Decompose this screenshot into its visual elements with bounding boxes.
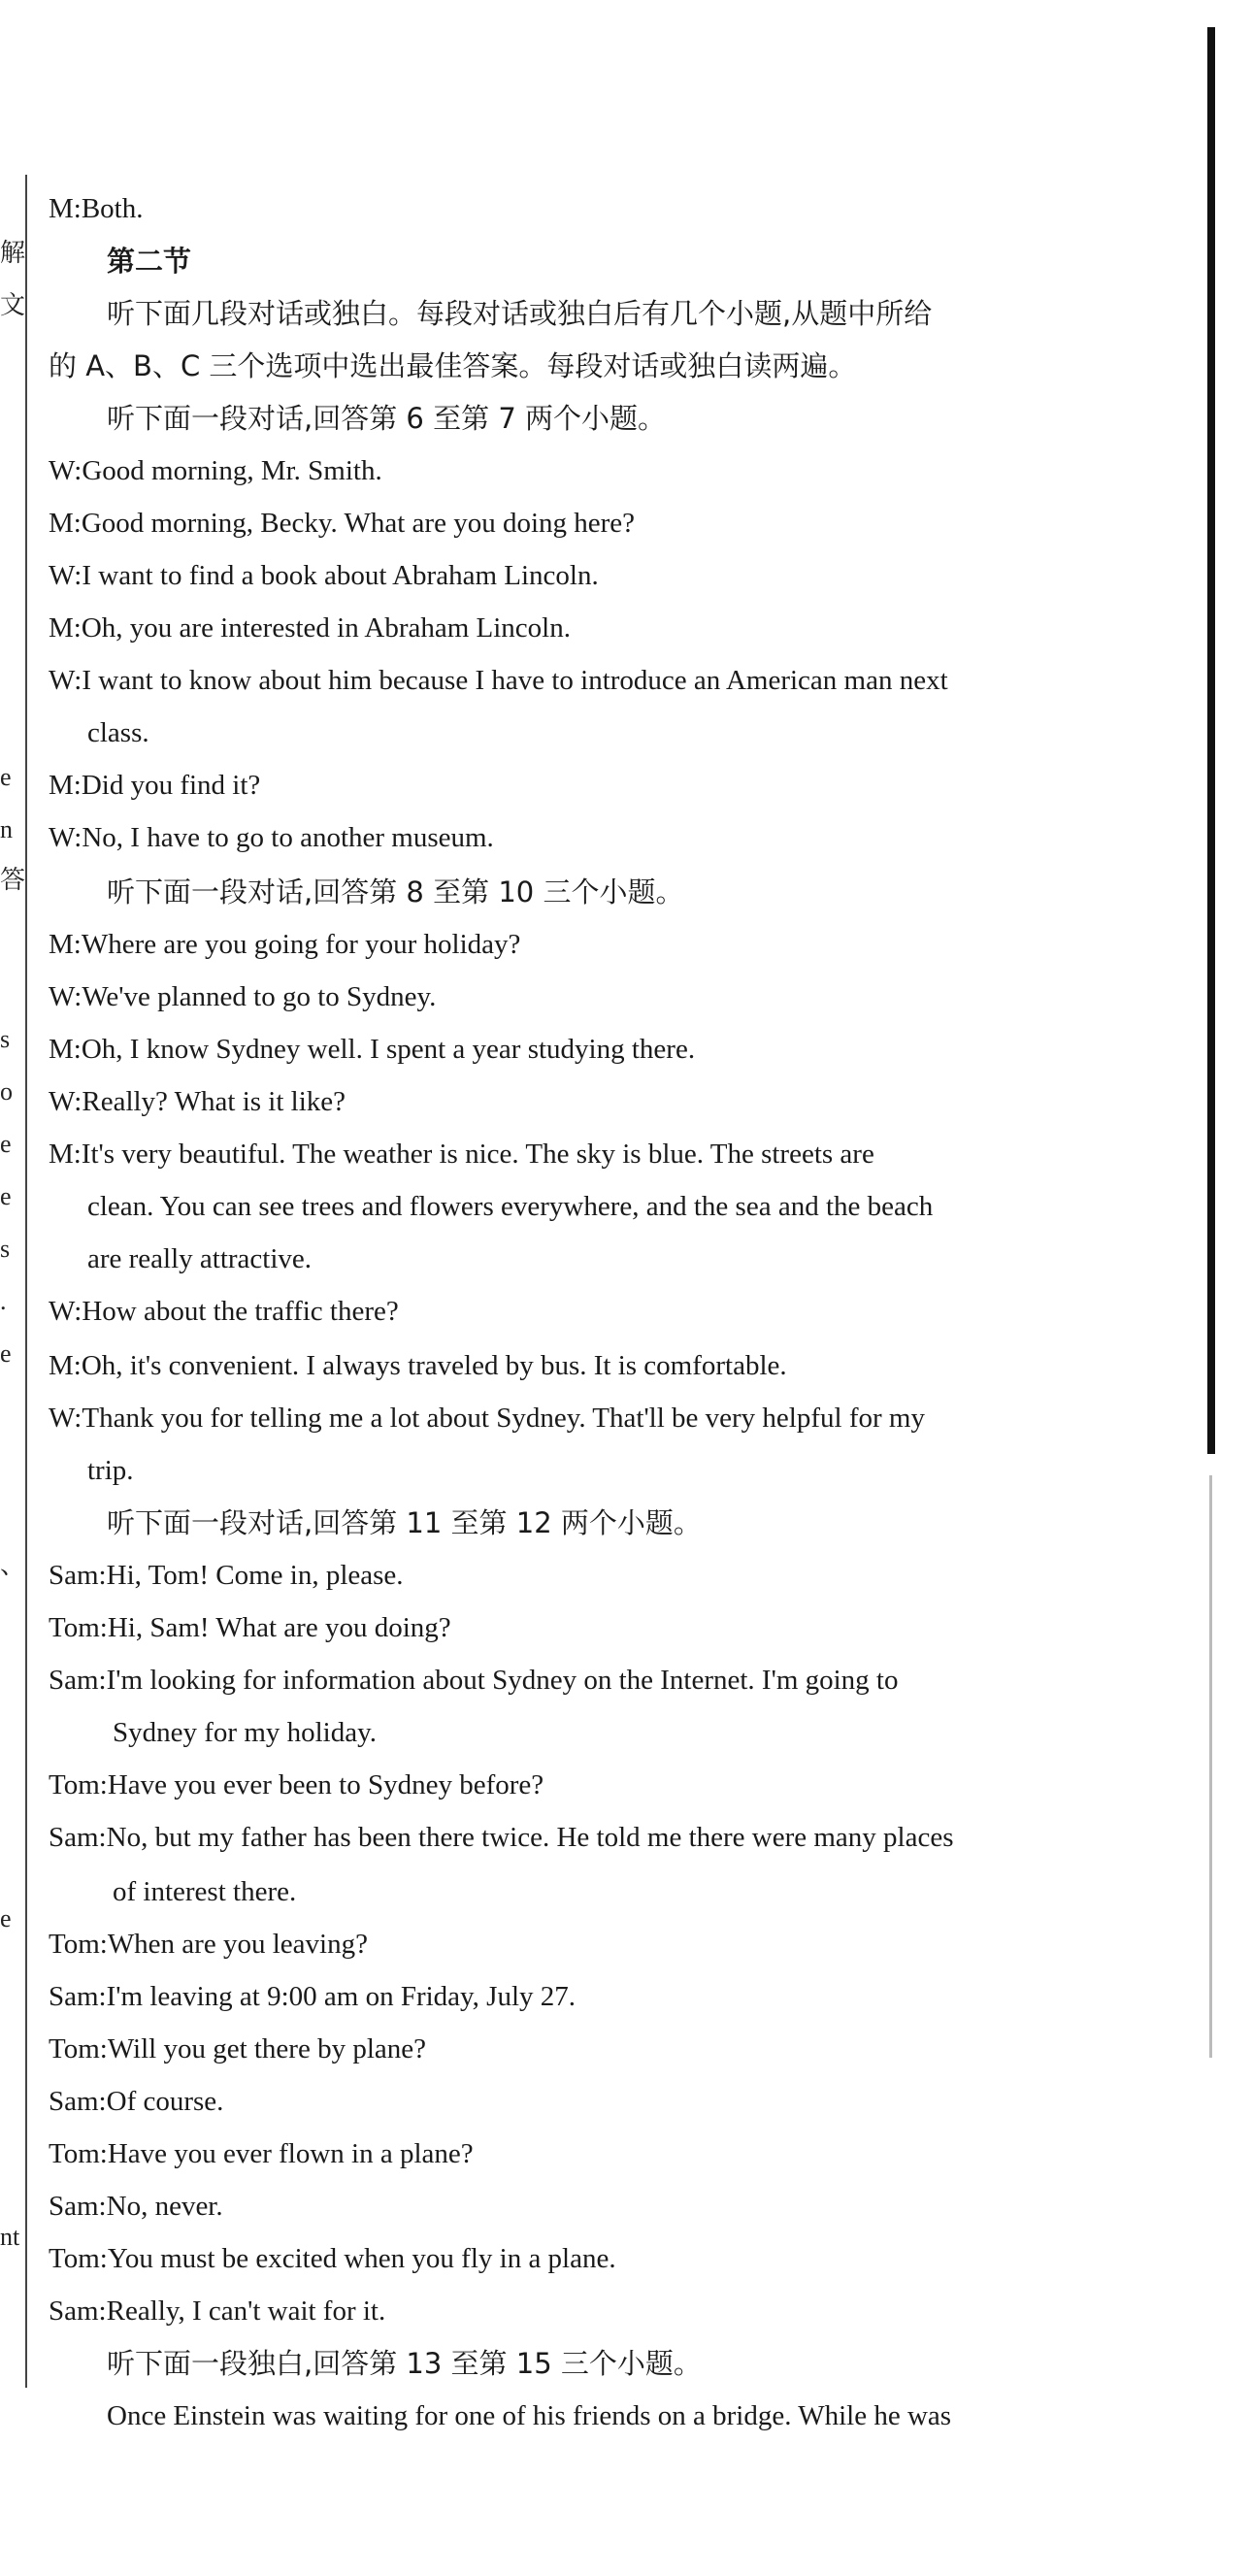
line-text: 听下面一段对话,回答第 8 至第 10 三个小题。 xyxy=(107,875,684,908)
line-text: class. xyxy=(87,717,149,748)
line-text: Have you ever been to Sydney before? xyxy=(107,1769,544,1800)
line-text: No, but my father has been there twice. He told me there were many places xyxy=(106,1822,954,1853)
margin-fragment: o xyxy=(0,1077,13,1106)
line-text: You must be excited when you fly in a plane. xyxy=(107,2243,616,2274)
dialogue-line xyxy=(0,2232,1252,2285)
dialogue-line xyxy=(0,2180,1252,2232)
line-text: Oh, I know Sydney well. I spent a year studying there. xyxy=(81,1034,696,1065)
margin-fragment: e xyxy=(0,1339,12,1368)
speaker-label: Sam: xyxy=(49,2295,107,2327)
speaker-label: Tom: xyxy=(49,1929,108,1960)
line-text: Oh, it's convenient. I always traveled by bus. It is comfortable. xyxy=(81,1350,787,1381)
line-text: Hi, Tom! Come in, please. xyxy=(106,1560,404,1591)
margin-fragment: n xyxy=(0,815,13,843)
line-text: Good morning, Becky. What are you doing here? xyxy=(81,508,636,539)
instruction-line xyxy=(0,392,1252,445)
dialogue-line xyxy=(0,1602,1252,1654)
line-text: Where are you going for your holiday? xyxy=(81,929,521,960)
dialogue-line xyxy=(0,2075,1252,2128)
line-text: It's very beautiful. The weather is nice. The sky is blue. The streets are xyxy=(81,1139,874,1170)
speaker-label: M: xyxy=(49,1034,82,1065)
line-text: Really, I can't wait for it. xyxy=(106,2295,386,2327)
dialogue-line xyxy=(0,1759,1252,1811)
speaker-label: M: xyxy=(49,1139,82,1170)
speaker-label: W: xyxy=(49,1086,82,1117)
dialogue-line xyxy=(0,1285,1252,1338)
dialogue-line xyxy=(0,1549,1252,1602)
speaker-label: Tom: xyxy=(49,2243,108,2274)
line-text: Once Einstein was waiting for one of his friends on a bridge. While he was xyxy=(107,2400,952,2431)
speaker-label: W: xyxy=(49,560,82,591)
line-text: Of course. xyxy=(106,2086,224,2117)
instruction-line xyxy=(0,2337,1252,2390)
dialogue-line xyxy=(0,1392,1252,1444)
line-text: Good morning, Mr. Smith. xyxy=(82,455,382,486)
instruction-line xyxy=(0,2390,1252,2442)
speaker-label: M: xyxy=(49,508,82,539)
dialogue-line xyxy=(0,759,1252,811)
speaker-label: Sam: xyxy=(49,1560,107,1591)
speaker-label: Tom: xyxy=(49,1769,108,1800)
dialogue-line xyxy=(0,602,1252,654)
line-text: Sydney for my holiday. xyxy=(113,1717,377,1748)
line-text: Really? What is it like? xyxy=(82,1086,346,1117)
line-text: Will you get there by plane? xyxy=(107,2033,427,2064)
line-text: Oh, you are interested in Abraham Lincoln. xyxy=(81,612,571,644)
instruction-line xyxy=(0,866,1252,918)
dialogue-line xyxy=(0,1339,1252,1392)
line-text: I want to know about him because I have to introduce an American man next xyxy=(82,665,948,696)
line-text: Thank you for telling me a lot about Sydney. That'll be very helpful for my xyxy=(82,1403,925,1434)
line-text: Have you ever flown in a plane? xyxy=(107,2138,474,2169)
instruction-line xyxy=(0,235,1252,287)
speaker-label: Sam: xyxy=(49,2191,107,2222)
line-text: clean. You can see trees and flowers everywhere, and the sea and the beach xyxy=(87,1191,934,1222)
dialogue-line xyxy=(0,918,1252,971)
dialogue-line xyxy=(0,2128,1252,2180)
dialogue-line xyxy=(0,2023,1252,2075)
dialogue-line xyxy=(0,1811,1252,1864)
dialogue-line xyxy=(0,549,1252,602)
margin-fragment: 解 xyxy=(0,239,26,267)
line-text: When are you leaving? xyxy=(107,1929,368,1960)
speaker-label: M: xyxy=(49,929,82,960)
line-text: No, I have to go to another museum. xyxy=(82,822,494,853)
line-text: 第二节 xyxy=(107,245,192,278)
dialogue-line xyxy=(0,1180,1252,1233)
line-text: trip. xyxy=(87,1455,134,1486)
line-text: Did you find it? xyxy=(81,770,261,801)
dialogue-line xyxy=(0,182,1252,235)
margin-fragment: e xyxy=(0,1182,12,1210)
dialogue-line xyxy=(0,811,1252,864)
line-text: 的 A、B、C 三个选项中选出最佳答案。每段对话或独白读两遍。 xyxy=(49,349,857,382)
speaker-label: W: xyxy=(49,981,82,1012)
line-text: Hi, Sam! What are you doing? xyxy=(107,1612,451,1643)
margin-fragment: nt xyxy=(0,2223,20,2251)
line-text: I'm leaving at 9:00 am on Friday, July 27. xyxy=(106,1981,577,2012)
margin-fragment: s xyxy=(0,1235,11,1263)
speaker-label: W: xyxy=(49,1403,82,1434)
margin-fragment: 文 xyxy=(0,291,26,319)
speaker-label: Tom: xyxy=(49,2033,108,2064)
line-text: I want to find a book about Abraham Lincoln. xyxy=(82,560,599,591)
dialogue-line xyxy=(0,1706,1252,1759)
dialogue-line xyxy=(0,707,1252,759)
margin-fragment: . xyxy=(0,1287,7,1315)
dialogue-line xyxy=(0,654,1252,707)
dialogue-line xyxy=(0,340,1252,392)
line-text: 听下面一段独白,回答第 13 至第 15 三个小题。 xyxy=(107,2347,702,2380)
margin-fragment: e xyxy=(0,763,12,791)
margin-fragment: 、 xyxy=(0,1551,26,1579)
line-text: 听下面几段对话或独白。每段对话或独白后有几个小题,从题中所给 xyxy=(107,297,933,330)
margin-fragment: e xyxy=(0,1904,12,1932)
dialogue-line xyxy=(0,1866,1252,1918)
dialogue-line xyxy=(0,1023,1252,1075)
dialogue-line xyxy=(0,287,1252,340)
speaker-label: M: xyxy=(49,770,82,801)
margin-fragment: e xyxy=(0,1130,12,1158)
speaker-label: M: xyxy=(49,193,82,224)
dialogue-line xyxy=(0,1128,1252,1180)
instruction-line xyxy=(0,1497,1252,1549)
line-text: of interest there. xyxy=(113,1876,297,1907)
dialogue-line xyxy=(0,1233,1252,1285)
speaker-label: Sam: xyxy=(49,1981,107,2012)
speaker-label: Tom: xyxy=(49,2138,108,2169)
line-text: are really attractive. xyxy=(87,1243,313,1274)
dialogue-line xyxy=(0,497,1252,549)
line-text: How about the traffic there? xyxy=(82,1296,399,1327)
line-text: We've planned to go to Sydney. xyxy=(82,981,437,1012)
dialogue-line xyxy=(0,1918,1252,1970)
line-text: No, never. xyxy=(106,2191,223,2222)
speaker-label: Sam: xyxy=(49,1665,107,1696)
speaker-label: W: xyxy=(49,1296,82,1327)
dialogue-line xyxy=(0,1654,1252,1706)
dialogue-line xyxy=(0,1075,1252,1128)
speaker-label: Tom: xyxy=(49,1612,108,1643)
speaker-label: M: xyxy=(49,612,82,644)
dialogue-line xyxy=(0,1444,1252,1497)
margin-fragment: s xyxy=(0,1025,11,1053)
line-text: Both. xyxy=(81,193,144,224)
speaker-label: M: xyxy=(49,1350,82,1381)
dialogue-line xyxy=(0,445,1252,497)
speaker-label: W: xyxy=(49,665,82,696)
margin-fragment: 答 xyxy=(0,866,26,894)
dialogue-line xyxy=(0,2285,1252,2337)
speaker-label: Sam: xyxy=(49,1822,107,1853)
speaker-label: W: xyxy=(49,455,82,486)
line-text: I'm looking for information about Sydney on the Internet. I'm going to xyxy=(106,1665,899,1696)
line-text: 听下面一段对话,回答第 6 至第 7 两个小题。 xyxy=(107,402,666,435)
line-text: 听下面一段对话,回答第 11 至第 12 两个小题。 xyxy=(107,1506,702,1539)
dialogue-line xyxy=(0,971,1252,1023)
speaker-label: W: xyxy=(49,822,82,853)
dialogue-line xyxy=(0,1970,1252,2023)
speaker-label: Sam: xyxy=(49,2086,107,2117)
